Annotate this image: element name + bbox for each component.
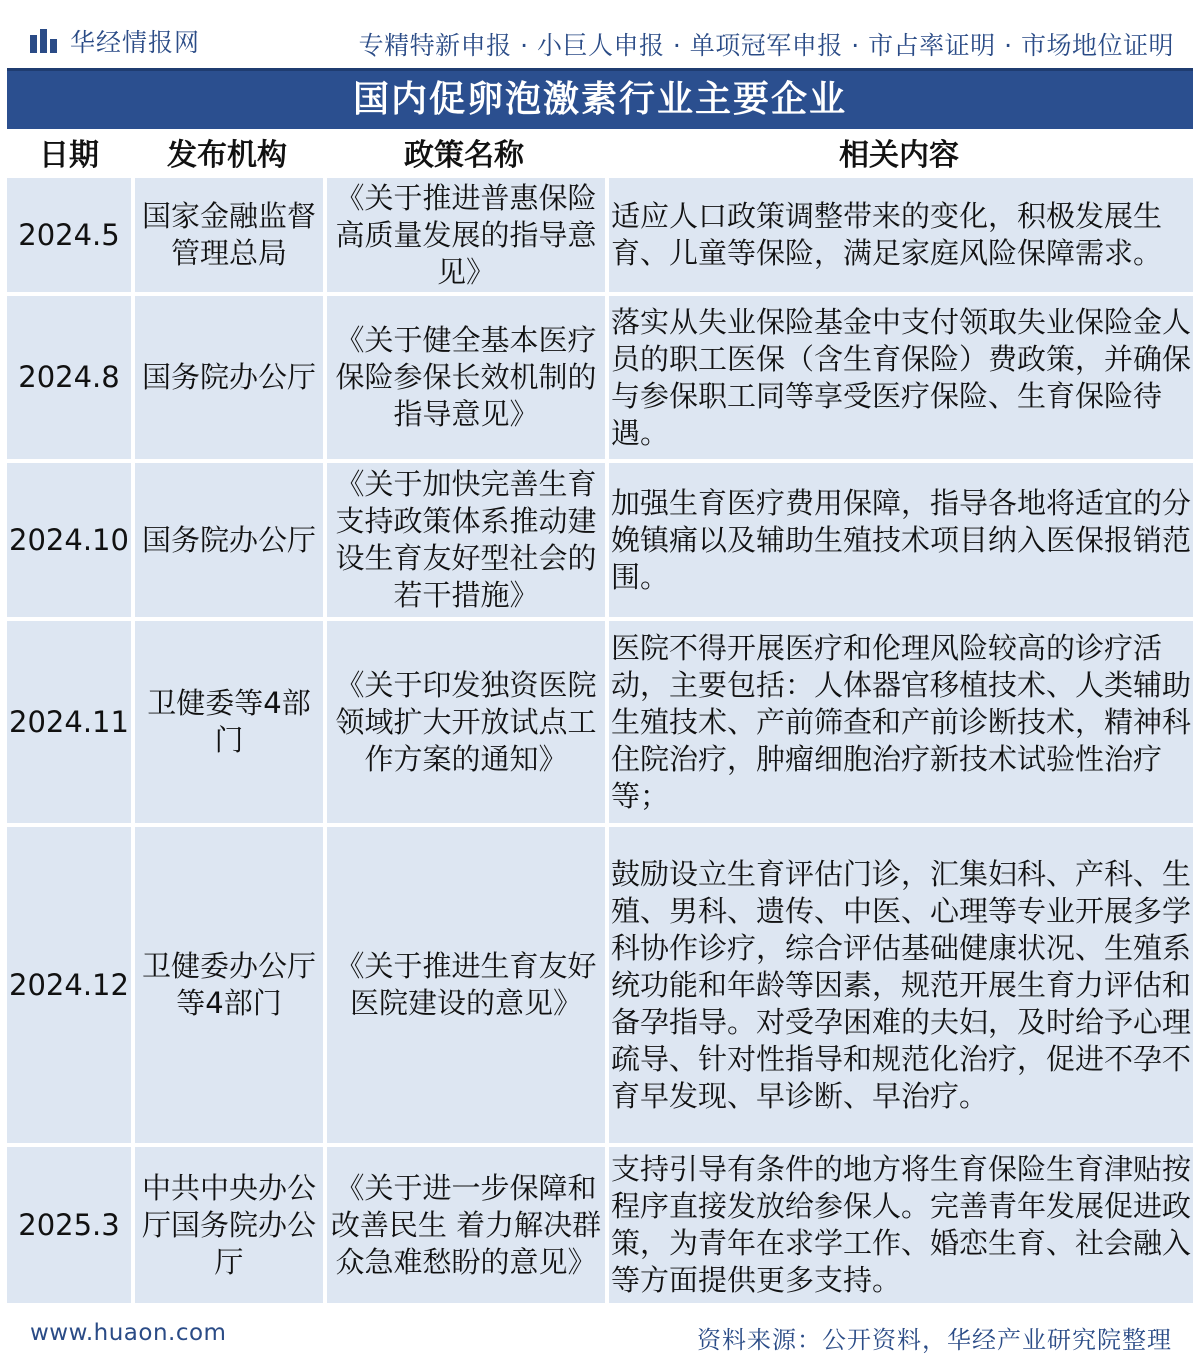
cell-org: 国家金融监督管理总局 — [131, 174, 323, 292]
cell-org: 卫健委办公厅等4部门 — [131, 823, 323, 1143]
cell-content: 鼓励设立生育评估门诊，汇集妇科、产科、生殖、男科、遗传、中医、心理等专业开展多学科协作诊疗，综合评估基础健康状况、生殖系统功能和年龄等因素，规范开展生育力评估和备孕指导。对受孕困难的夫妇，及时给予心理疏导、针对性指导和规范化治疗，促进不孕不育早发现、早诊断、早治疗。 — [605, 823, 1193, 1143]
cell-policy: 《关于推进生育友好医院建设的意见》 — [323, 823, 605, 1143]
cell-content: 落实从失业保险基金中支付领取失业保险金人员的职工医保（含生育保险）费政策，并确保与参保职工同等享受医疗保险、生育保险待遇。 — [605, 292, 1193, 459]
brand-name: 华经情报网 — [70, 28, 201, 57]
column-header-date: 日期 — [7, 129, 131, 174]
footer — [0, 1310, 1200, 1369]
cell-content: 支持引导有条件的地方将生育保险生育津贴按程序直接发放给参保人。完善青年发展促进政策，为青年在求学工作、婚恋生育、社会融入等方面提供更多支持。 — [605, 1143, 1193, 1303]
column-header-org: 发布机构 — [131, 129, 323, 174]
cell-content: 医院不得开展医疗和伦理风险较高的诊疗活动，主要包括：人体器官移植技术、人类辅助生殖技术、产前筛查和产前诊断技术，精神科住院治疗，肿瘤细胞治疗新技术试验性治疗等； — [605, 617, 1193, 823]
cell-org: 中共中央办公厅国务院办公厅 — [131, 1143, 323, 1303]
table-row — [7, 617, 1193, 823]
cell-org: 国务院办公厅 — [131, 459, 323, 617]
cell-date: 2024.11 — [7, 617, 131, 823]
cell-org: 国务院办公厅 — [131, 292, 323, 459]
cell-policy: 《关于健全基本医疗保险参保长效机制的指导意见》 — [323, 292, 605, 459]
table-row — [7, 1143, 1193, 1303]
cell-date: 2025.3 — [7, 1143, 131, 1303]
cell-policy: 《关于加快完善生育支持政策体系推动建设生育友好型社会的若干措施》 — [323, 459, 605, 617]
column-header-policy: 政策名称 — [323, 129, 605, 174]
bar-chart-logo-icon — [30, 29, 60, 53]
table-row — [7, 823, 1193, 1143]
cell-policy: 《关于印发独资医院领域扩大开放试点工作方案的通知》 — [323, 617, 605, 823]
cell-date: 2024.8 — [7, 292, 131, 459]
page-title: 国内促卵泡激素行业主要企业 — [352, 79, 847, 120]
table-row — [7, 292, 1193, 459]
brand-logo — [30, 24, 200, 58]
cell-date: 2024.10 — [7, 459, 131, 617]
source-note: 资料来源：公开资料，华经产业研究院整理 — [697, 1326, 1172, 1354]
services-list: 专精特新申报 · 小巨人申报 · 单项冠军申报 · 市占率证明 · 市场地位证明 — [358, 31, 1174, 60]
table-title-bar — [7, 68, 1193, 129]
table-row — [7, 459, 1193, 617]
cell-org: 卫健委等4部门 — [131, 617, 323, 823]
column-header-content: 相关内容 — [605, 129, 1193, 174]
cell-content: 适应人口政策调整带来的变化，积极发展生育、儿童等保险，满足家庭风险保障需求。 — [605, 174, 1193, 292]
cell-content: 加强生育医疗费用保障，指导各地将适宜的分娩镇痛以及辅助生殖技术项目纳入医保报销范围。 — [605, 459, 1193, 617]
cell-policy: 《关于推进普惠保险高质量发展的指导意见》 — [323, 174, 605, 292]
table-header-row — [7, 129, 1193, 174]
table-row — [7, 174, 1193, 292]
site-url: www.huaon.com — [30, 1320, 227, 1346]
cell-date: 2024.5 — [7, 174, 131, 292]
cell-date: 2024.12 — [7, 823, 131, 1143]
policy-table — [7, 129, 1193, 1303]
cell-policy: 《关于进一步保障和改善民生 着力解决群众急难愁盼的意见》 — [323, 1143, 605, 1303]
